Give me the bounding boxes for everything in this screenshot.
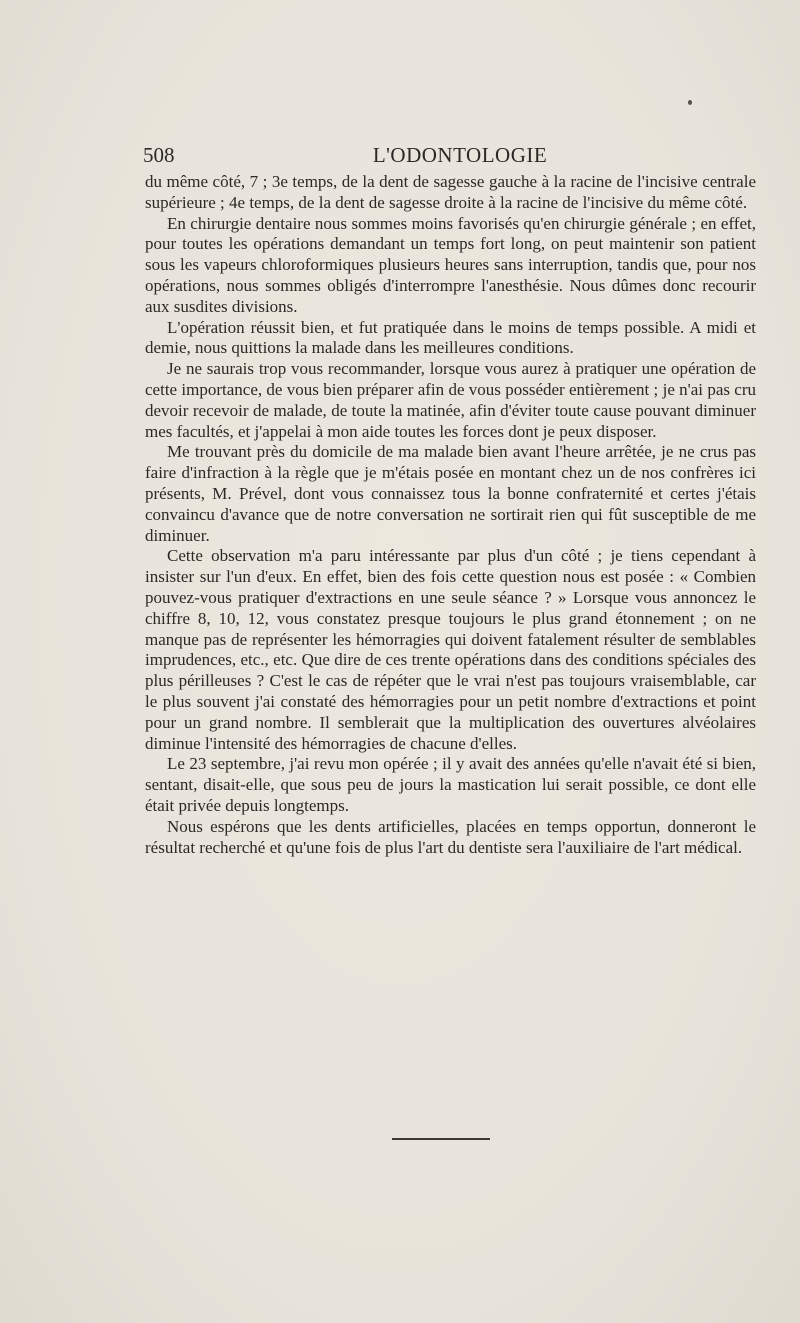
- running-title: L'ODONTOLOGIE: [372, 143, 548, 167]
- paragraph: En chirurgie dentaire nous sommes moins favorisés qu'en chirurgie générale ; en effet, pour toutes les opérations demandant un temps fort long, on peut maintenir son patient sous les vapeurs chloroformiques plusieurs heures sans interruption, tandis que, pour nos opérations, nous sommes obligés d'interrompre l'anesthésie. Nous dûmes donc recourir aux susdites divisions.: [145, 213, 756, 316]
- page-number: 508: [143, 143, 175, 167]
- paragraph: Je ne saurais trop vous recommander, lorsque vous aurez à pratiquer une opération de cette importance, de vous bien préparer afin de vous posséder entièrement ; je n'ai pas cru devoir recevoir de malade, de toute la matinée, afin d'éviter toute cause pouvant diminuer mes facultés, et j'appelai à mon aide toutes les forces dont je peux disposer.: [145, 359, 756, 441]
- paragraph: Me trouvant près du domicile de ma malade bien avant l'heure arrêtée, je ne crus pas faire d'infraction à la règle que je m'étais posée en montant chez un de nos confrères ici présents, M. Prével, dont vous connaissez tous la bonne confraternité et certes j'étais convaincu d'avance que de notre conversation ne sortirait rien qui fût susceptible de me diminuer.: [145, 442, 756, 545]
- body-text: [145, 172, 756, 858]
- paragraph: Le 23 septembre, j'ai revu mon opérée ; il y avait des années qu'elle n'avait été si bien, sentant, disait-elle, que sous peu de jours la mastication lui serait possible, ce dont elle était privée depuis longtemps.: [145, 754, 756, 815]
- paragraph: L'opération réussit bien, et fut pratiquée dans le moins de temps possible. A midi et demie, nous quittions la malade dans les meilleures conditions.: [145, 317, 756, 358]
- paragraph: du même côté, 7 ; 3e temps, de la dent de sagesse gauche à la racine de l'incisive centrale supérieure ; 4e temps, de la dent de sagesse droite à la racine de l'incisive du même côté.: [145, 172, 756, 212]
- closing-rule: [392, 1138, 490, 1140]
- paragraph: Cette observation m'a paru intéressante par plus d'un côté ; je tiens cependant à insister sur l'un d'eux. En effet, bien des fois cette question nous est posée : « Combien pouvez-vous pratiquer d'extractions en une seule séance ? » Lorsque vous annoncez le chiffre 8, 10, 12, vous constatez presque toujours le plus grand étonnement ; on ne manque pas de représenter les hémorragies qui doivent fatalement résulter de semblables imprudences, etc., etc. Que dire de ces trente opérations dans des conditions spéciales des plus périlleuses ? C'est le cas de répéter que le vrai n'est pas toujours vraisemblable, car le plus souvent j'ai constaté des hémorragies pour un petit nombre d'extractions et point pour un grand nombre. Il semblerait que la multiplication des ouvertures alvéolaires diminue l'intensité des hémorragies de chacune d'elles.: [145, 546, 756, 753]
- page-header: [143, 140, 757, 170]
- ink-speck: [688, 100, 692, 105]
- paragraph: Nous espérons que les dents artificielles, placées en temps opportun, donneront le résultat recherché et qu'une fois de plus l'art du dentiste sera l'auxiliaire de l'art médical.: [145, 816, 756, 857]
